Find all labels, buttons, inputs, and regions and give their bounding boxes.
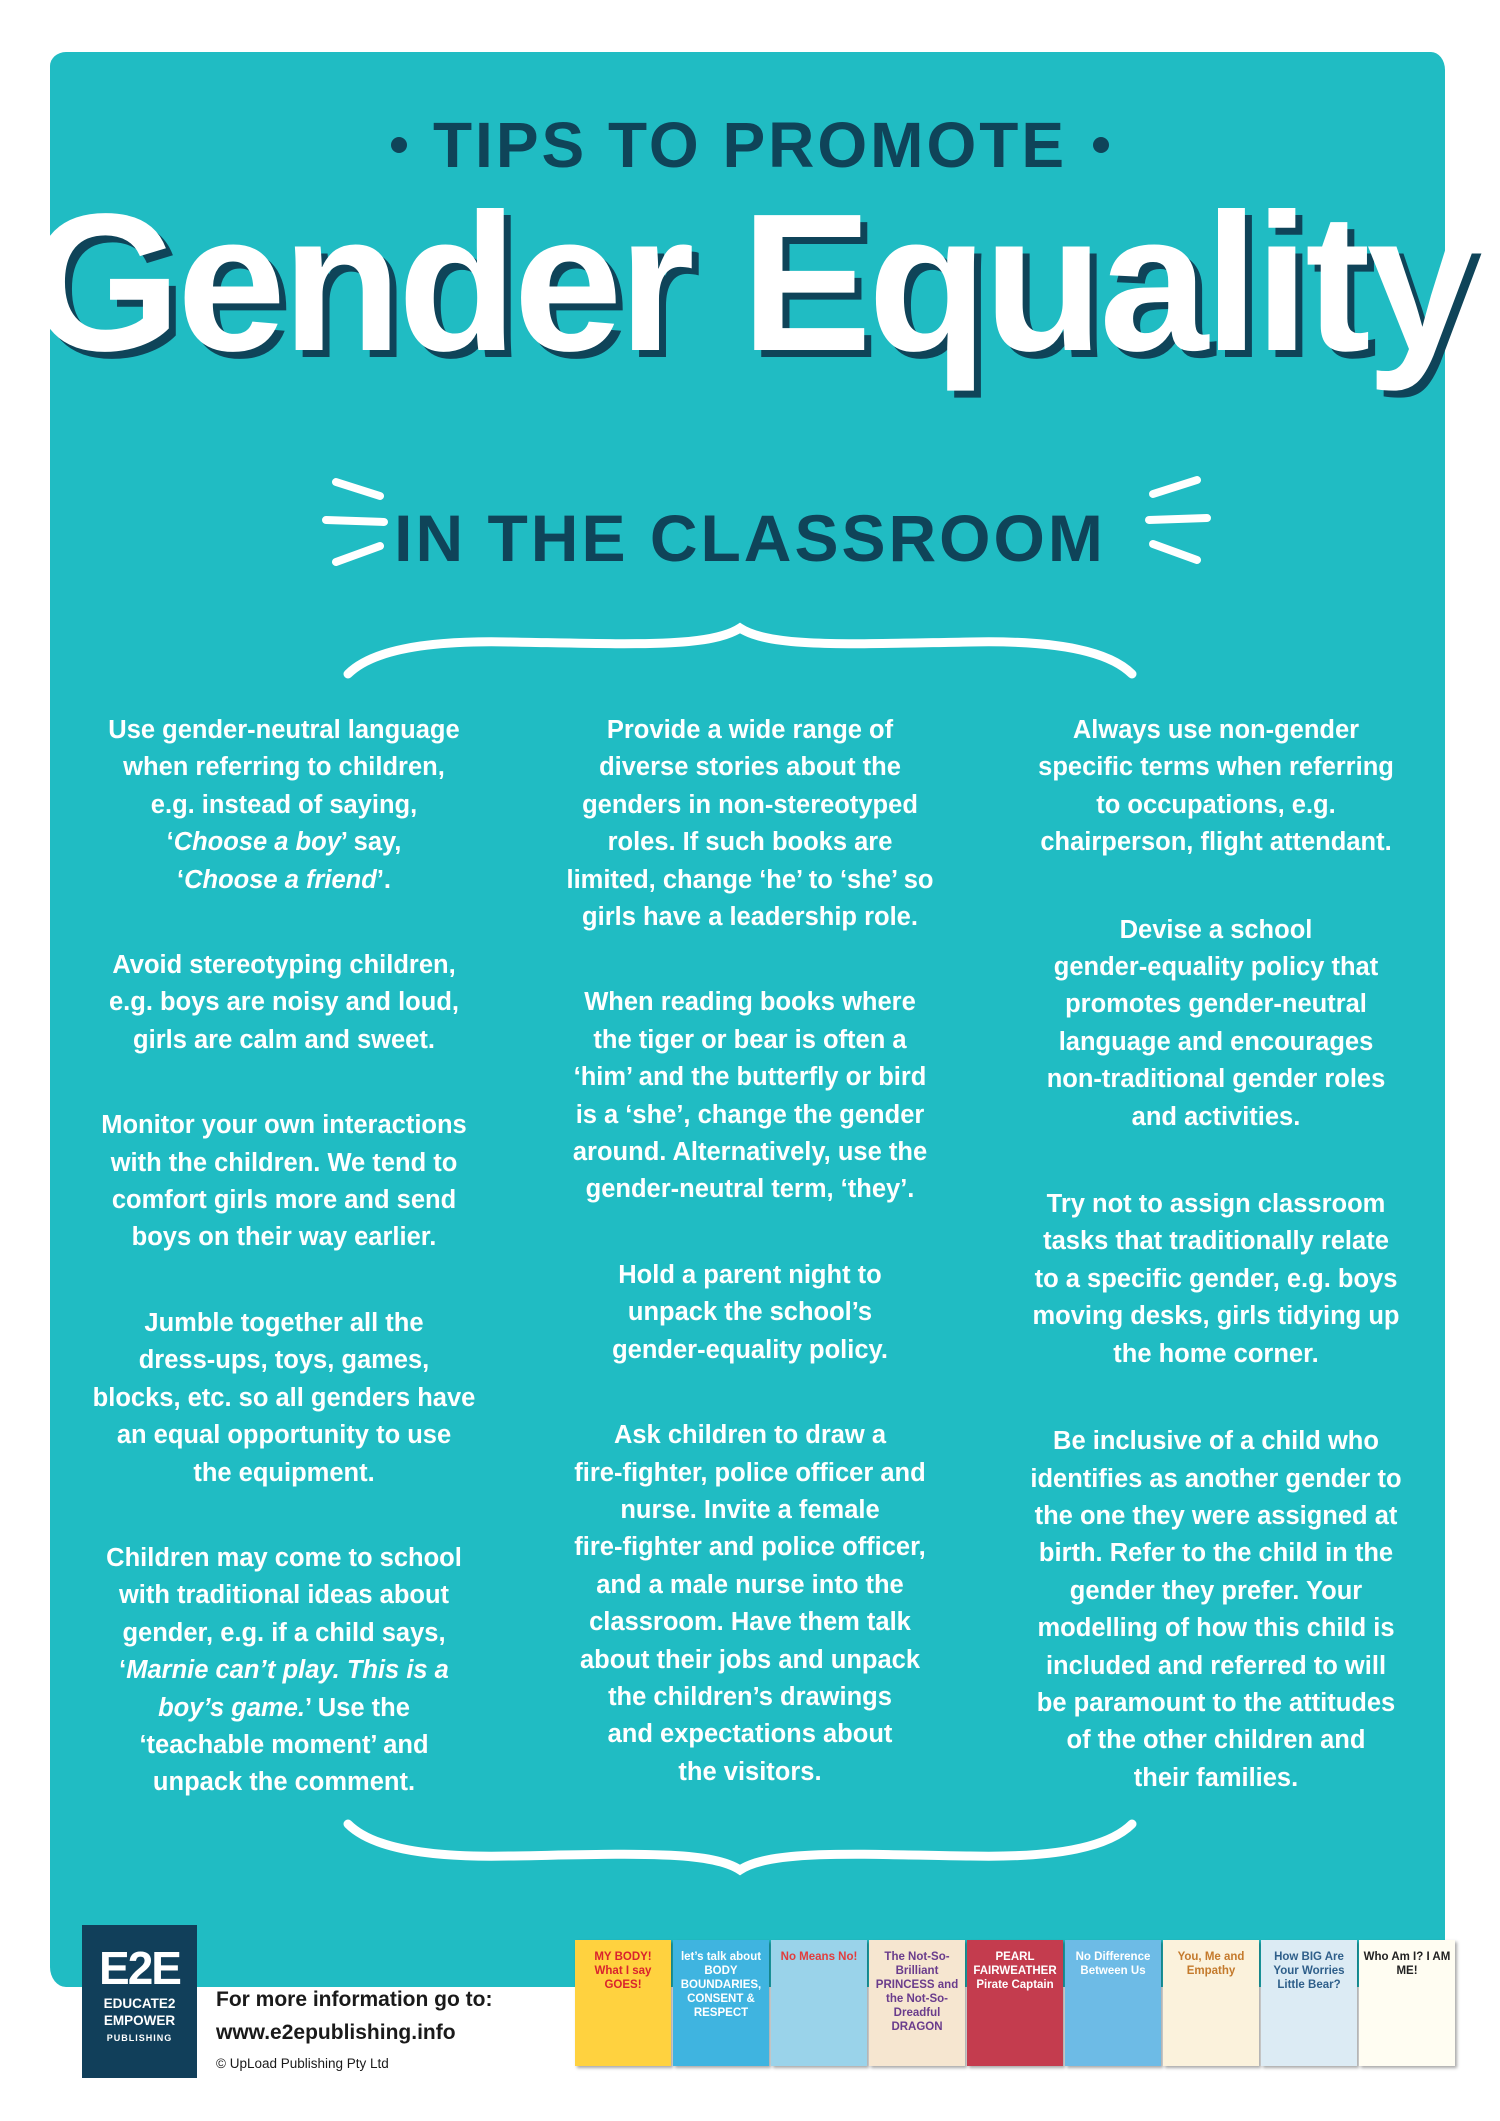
tip-text: Avoid stereotyping children, e.g. boys are noisy and loud, girls are calm and sweet. — [109, 951, 459, 1054]
tip-text: When reading books where the tiger or bear is often a ‘him’ and the butterfly or bird is a ‘she’, change the gender around. Alternatively, use the gender-neutral term, ‘they’. — [572, 988, 928, 1204]
publisher-logo[interactable] — [82, 1925, 197, 2078]
book-cover[interactable] — [1261, 1940, 1357, 2066]
brace-bottom-divider — [330, 1810, 1150, 1880]
book-title: The Not-So-Brilliant PRINCESS and the Not-So-Dreadful DRAGON — [875, 1951, 959, 2033]
logo-line: EMPOWER — [103, 2013, 176, 2028]
tips-columns — [88, 712, 1412, 1812]
brace-top-divider — [330, 618, 1150, 688]
logo-mark: E2E — [99, 1942, 180, 1994]
tip-text: Be inclusive of a child who identifies as another gender to the one they were assigned at birth. Refer to the child in the gender they prefer. Your modelling of how this child is included and referred to will be paramount to the attitudes of the other children and their families. — [1030, 1427, 1402, 1792]
logo-line: PUBLISHING — [106, 2033, 173, 2043]
headline: Gender Equality — [28, 173, 1472, 392]
book-title: No Means No! — [780, 1951, 858, 1963]
tips-column-3 — [1020, 712, 1412, 1847]
tip-text: Hold a parent night to unpack the school’s gender-equality policy. — [612, 1260, 888, 1364]
book-title: PEARL FAIRWEATHER Pirate Captain — [973, 1951, 1057, 1991]
book-cover[interactable] — [967, 1940, 1063, 2066]
book-title: let’s talk about BODY BOUNDARIES, CONSENT & RESPECT — [680, 1951, 762, 2019]
copyright-text: © UpLoad Publishing Pty Ltd — [216, 2056, 389, 2071]
book-title: MY BODY! What I say GOES! — [594, 1951, 652, 1991]
tip-text: Children may come to school with traditional ideas about gender, e.g. if a child says, ‘Marnie can’t play. This is a boy’s game.’ Use the ‘teachable moment’ and unpack the comment. — [106, 1543, 462, 1797]
info-label: For more information go to: — [216, 1988, 493, 2011]
website-link[interactable]: www.e2epublishing.info — [216, 2021, 456, 2044]
book-title: Who Am I? I AM ME! — [1363, 1951, 1451, 1977]
book-title: How BIG Are Your Worries Little Bear? — [1273, 1951, 1345, 1991]
book-cover[interactable] — [1359, 1940, 1455, 2066]
tip-text: Jumble together all the dress-ups, toys, games, blocks, etc. so all genders have an equal opportunity to use the equipment. — [92, 1308, 476, 1487]
tip-text: Provide a wide range of diverse stories about the genders in non-stereotyped roles. If such books are limited, change ‘he’ to ‘she’ so girls have a leadership role. — [566, 716, 934, 932]
tips-column-1 — [88, 712, 480, 1850]
book-covers-row — [575, 1940, 1455, 2068]
book-title: You, Me and Empathy — [1177, 1951, 1245, 1977]
book-cover[interactable] — [1065, 1940, 1161, 2066]
book-title: No Difference Between Us — [1075, 1951, 1151, 1977]
footer-info — [216, 1983, 492, 2079]
book-cover[interactable] — [771, 1940, 867, 2066]
tip-text: Try not to assign classroom tasks that traditionally relate to a specific gender, e.g. boys moving desks, girls tidying up the home corner. — [1032, 1190, 1400, 1368]
book-cover[interactable] — [1163, 1940, 1259, 2066]
book-cover[interactable] — [673, 1940, 769, 2066]
tip-text: Use gender-neutral language when referring to children, e.g. instead of saying, ‘Choose a boy’ say, ‘Choose a friend’. — [108, 716, 460, 894]
tip-text: Ask children to draw a fire-fighter, police officer and nurse. Invite a female fire-fighter and police officer, and a male nurse into the classroom. Have them talk about their jobs and unpack the children’s drawings and expectations about the visitors. — [574, 1421, 926, 1786]
logo-line: EDUCATE2 — [103, 1996, 176, 2011]
kicker-top-text: TIPS TO PROMOTE — [432, 109, 1068, 181]
tip-text: Monitor your own interactions with the children. We tend to comfort girls more and send boys on their way earlier. — [101, 1111, 467, 1252]
tip-text: Always use non-gender specific terms when referring to occupations, e.g. chairperson, flight attendant. — [1038, 716, 1394, 857]
kicker-bottom: IN THE CLASSROOM — [394, 501, 1106, 575]
bullet-dot-icon — [391, 137, 407, 153]
book-cover[interactable] — [575, 1940, 671, 2066]
book-cover[interactable] — [869, 1940, 965, 2066]
bullet-dot-icon — [1093, 137, 1109, 153]
tips-column-2 — [554, 712, 946, 1839]
tip-text: Devise a school gender-equality policy that promotes gender-neutral language and encourages non-traditional gender roles and activities. — [1046, 915, 1386, 1131]
